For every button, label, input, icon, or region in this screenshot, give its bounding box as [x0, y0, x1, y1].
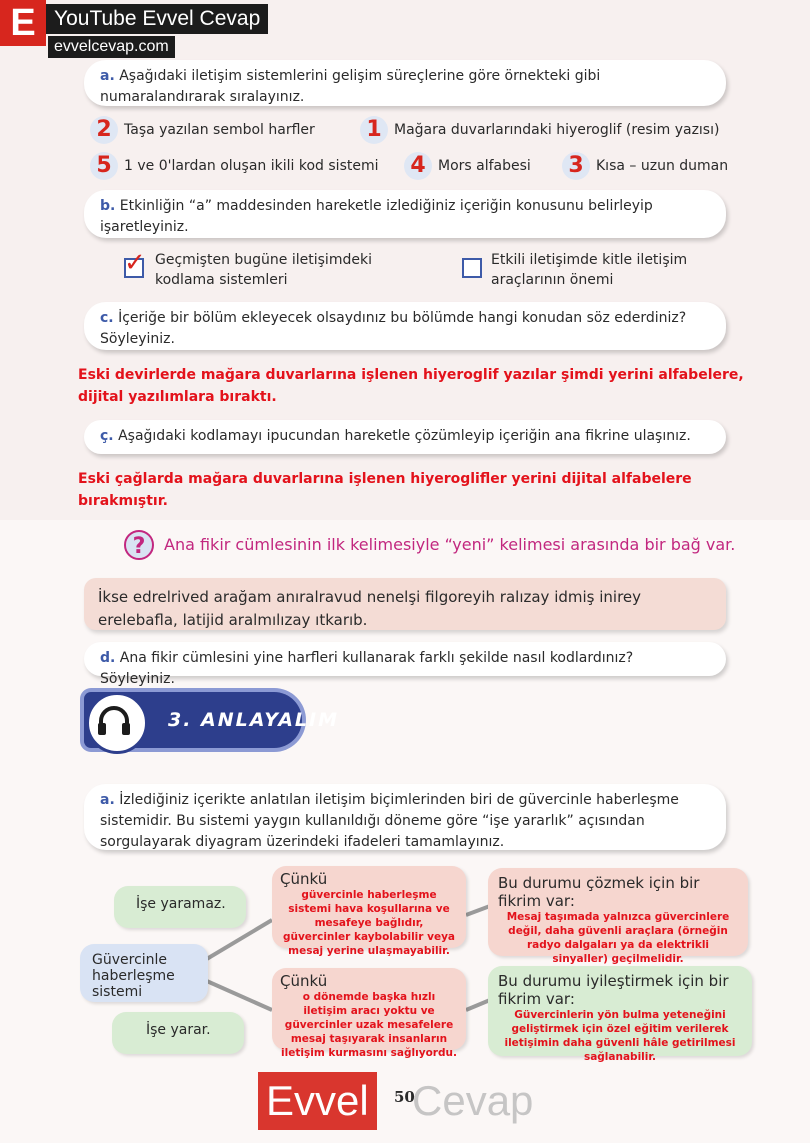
- order-item: [562, 152, 728, 180]
- answer-c: Eski devirlerde mağara duvarlarına işlenen hiyeroglif yazılar şimdi yerini alfabelere, dijital yazılımlara bıraktı.: [78, 367, 744, 405]
- brand-logo: E: [0, 0, 46, 46]
- order-item: [90, 152, 379, 180]
- order-label: Kısa – uzun duman: [596, 158, 729, 174]
- choice-checkbox-checked[interactable]: [124, 248, 146, 278]
- choice-label: Geçmişten bugüne iletişimdeki kodlama sistemleri: [155, 252, 372, 288]
- node-because-positive: [272, 968, 466, 1059]
- improve-answer: Güvercinlerin yön bulma yeteneğini geliştirmek için özel eğitim verilerek iletişimin daha güvenli hâle getirilmesi sağlanabilir.: [504, 1009, 736, 1063]
- node-because-negative: [272, 866, 466, 957]
- question-tag: b.: [100, 198, 116, 214]
- solve-answer: Mesaj taşımada yalnızca güvercinlere değil, daha güvenli araçlara (örneğin radyo dalgaları ya da elektrikli sinyaller) geçilmelidir.: [506, 911, 730, 965]
- channel-title[interactable]: YouTube Evvel Cevap: [46, 4, 268, 34]
- choice-label: Etkili iletişimde kitle iletişim araçlarının önemi: [491, 252, 688, 288]
- question-cc: [84, 420, 726, 454]
- order-number: 3: [562, 152, 590, 180]
- node-positive: İşe yarar.: [112, 1012, 244, 1054]
- node-negative: İşe yaramaz.: [114, 886, 246, 928]
- question-text: Aşağıdaki kodlamayı ipucundan hareketle çözümleyip içeriğin ana fikrine ulaşınız.: [118, 428, 691, 444]
- question-tag: a.: [100, 792, 115, 808]
- question-3a: [84, 784, 726, 850]
- because-answer: o dönemde başka hızlı iletişim aracı yoktu ve güvercinler uzak mesafelere mesaj taşıyarak insanların iletişim kurmasını sağlıyordu.: [281, 991, 457, 1059]
- because-label: Çünkü: [280, 972, 328, 990]
- order-number: 2: [90, 116, 118, 144]
- question-tag: d.: [100, 650, 116, 666]
- page-number: 50: [394, 1088, 415, 1106]
- solve-label: Bu durumu çözmek için bir fikrim var:: [498, 874, 700, 910]
- question-text: İçeriğe bir bölüm ekleyecek olsaydınız bu bölümde hangi konudan söz ederdiniz? Söyleyiniz.: [100, 310, 687, 347]
- order-label: Mağara duvarlarındaki hiyeroglif (resim yazısı): [394, 122, 720, 138]
- node-improve-idea: [488, 966, 752, 1063]
- cipher-text: İkse edrelrived arağam anıralravud nenelşi filgoreyih ralızay idmiş inirey erelebafla, latijid aralmılızay ıtkarıb.: [84, 578, 726, 630]
- question-tag: c.: [100, 310, 114, 326]
- question-c: [84, 302, 726, 350]
- checkmark-icon: ✓: [124, 248, 146, 278]
- question-text: Etkinliğin “a” maddesinden hareketle izlediğiniz içeriğin konusunu belirleyip işaretleyiniz.: [100, 198, 653, 235]
- because-label: Çünkü: [280, 870, 328, 888]
- question-tag: ç.: [100, 428, 114, 444]
- choice-checkbox[interactable]: [462, 258, 482, 278]
- order-label: Taşa yazılan sembol harfler: [124, 122, 315, 138]
- order-item: [404, 152, 531, 180]
- headphones-icon: [86, 692, 148, 754]
- order-label: 1 ve 0'lardan oluşan ikili kod sistemi: [124, 158, 379, 174]
- question-text: Ana fikir cümlesini yine harfleri kullanarak farklı şekilde nasıl kodlardınız? Söyleyiniz.: [100, 650, 634, 687]
- question-d: [84, 642, 726, 687]
- section-title: 3. ANLAYALIM: [168, 709, 340, 731]
- question-text: İzlediğiniz içerikte anlatılan iletişim biçimlerinden biri de güvercinle haberleşme sistemidir. Bu sistemi yaygın kullanıldığı döneme göre “işe yararlık” açısından sorgulayarak diyagram üzerindeki ifadeleri tamamlayınız.: [100, 792, 679, 850]
- hint-question-icon: ?: [124, 530, 154, 560]
- question-b: [84, 190, 726, 238]
- hint-text: Ana fikir cümlesinin ilk kelimesiyle “yeni” kelimesi arasında bir bağ var.: [164, 535, 736, 554]
- order-number: 4: [404, 152, 432, 180]
- because-answer: güvercinle haberleşme sistemi hava koşullarına ve mesafeye bağlıdır, güvercinler kaybolabilir veya mesaj yerine ulaşmayabilir.: [282, 889, 456, 957]
- order-number: 5: [90, 152, 118, 180]
- watermark-cevap: Cevap: [412, 1077, 534, 1124]
- question-a: [84, 60, 726, 106]
- question-text: Aşağıdaki iletişim sistemlerini gelişim süreçlerine göre örnekteki gibi numaralandırarak sıralayınız.: [100, 68, 601, 105]
- answer-cc: Eski çağlarda mağara duvarlarına işlenen hiyeroglifler yerini dijital alfabelere bırakmıştır.: [78, 471, 692, 509]
- order-number: 1: [360, 116, 388, 144]
- watermark-evvel: Evvel: [258, 1072, 377, 1130]
- question-tag: a.: [100, 68, 115, 84]
- site-link[interactable]: evvelcevap.com: [48, 36, 175, 58]
- improve-label: Bu durumu iyileştirmek için bir fikrim var:: [498, 972, 729, 1008]
- node-solve-idea: [488, 868, 748, 965]
- order-label: Mors alfabesi: [438, 158, 531, 174]
- node-center: Güvercinle haberleşme sistemi: [80, 944, 208, 1002]
- order-item: [90, 116, 315, 144]
- order-item: [360, 116, 719, 144]
